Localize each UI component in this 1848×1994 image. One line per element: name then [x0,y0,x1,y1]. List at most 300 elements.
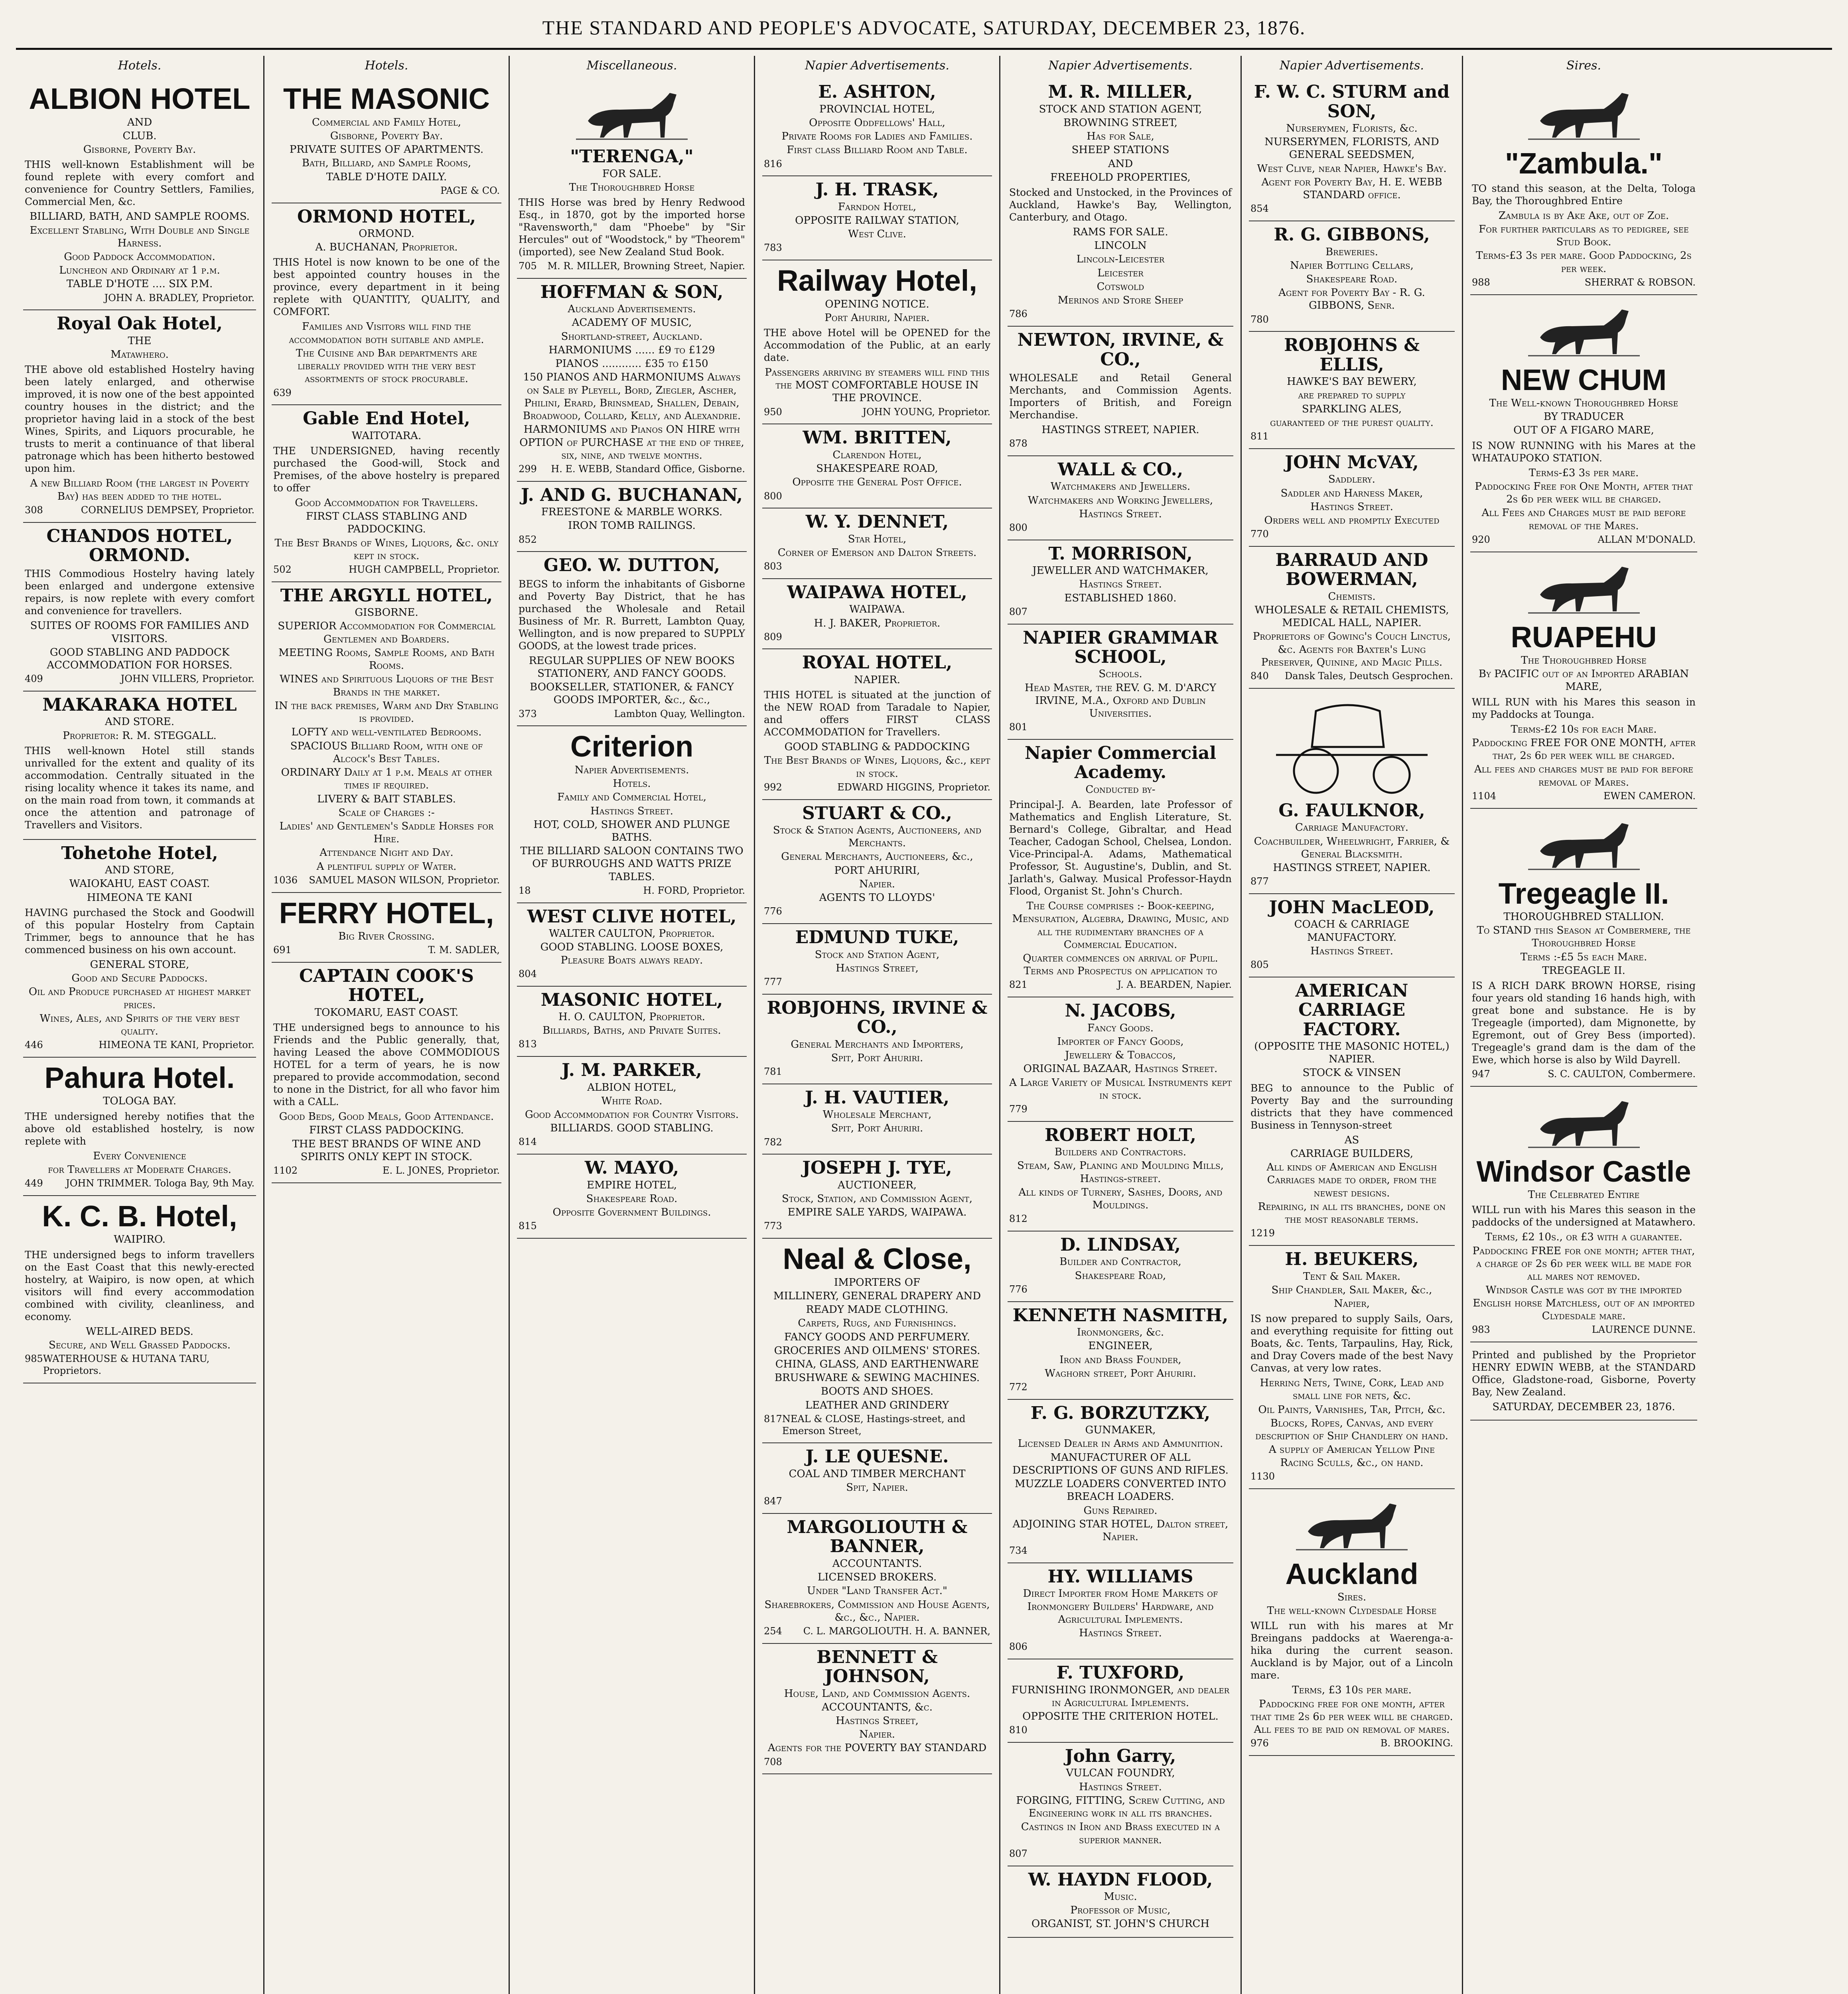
ad-footer [519,1136,745,1148]
advertisement [517,726,747,903]
ad-number: 373 [519,708,537,719]
ad-line: Wines, Ales, and Spirits of the very best quality. [39,1012,240,1038]
ad-title: F. W. C. STURM and SON, [1254,82,1450,122]
ad-line: A supply of American Yellow Pine Racing Sculls, &c., on hand. [1268,1444,1435,1469]
ad-footer [1250,1228,1453,1239]
ad-body: WILL run with his mares at Mr Breingans paddocks at Waerenga-a-hika during the current season. Auckland is by Major, out of a Lincoln mare. [1250,1620,1453,1681]
ad-line: THE BEST BRANDS OF WINE AND SPIRITS ONLY KEPT IN STOCK. [292,1138,481,1163]
ad-number: 781 [764,1066,782,1077]
ad-line: ORDINARY Daily at 1 p.m. Meals at other times if required. [281,766,492,792]
ad-line: Leicester [1097,267,1144,279]
ad-subtitle: WAIOKAHU, EAST COAST. [69,878,210,890]
ad-subtitle: Breweries. [1325,246,1378,258]
advertisement [1008,997,1233,1122]
ad-subtitle: HAWKE'S BAY BEWERY, [1287,376,1417,388]
ad-body: Principal-J. A. Bearden, late Professor of Mathematics and English Literature, St. Bernard's College, Gibraltar, and Head Teacher, Cadogan School, Chelsea, London. Vice-Principal-A. Adams, Mathematical Professor, St. Augustine's, Dublin, and St. Jarlath's, Galway. Musical Professor-Haydn Flood, Organist St. John's Church. [1009,799,1232,897]
ad-line: Excellent Stabling, With Double and Single Harness. [30,224,250,249]
advertisement [1008,1743,1233,1866]
ad-line: GENERAL STORE, [90,958,189,971]
ad-line: The Best Brands of Wines, Liquors, &c. only kept in stock. [274,537,499,562]
ad-number: 254 [764,1625,782,1637]
ad-subtitle: AND STORE. [105,716,174,728]
ad-number: 782 [764,1136,782,1148]
ad-signature: S. C. CAULTON, Combermere. [1548,1068,1696,1080]
advertisement [1249,547,1455,689]
ad-footer [25,504,254,516]
advertisement [23,1196,256,1383]
ad-subtitle: IRON TOMB RAILINGS. [568,520,696,532]
ad-subtitle: Hastings Street. [1310,945,1393,957]
advertisement [762,649,992,800]
ad-signature: PAGE & CO. [440,185,500,196]
ad-subtitle: House, Land, and Commission Agents. [784,1687,970,1700]
ad-number: 449 [25,1178,43,1189]
advertisement [517,482,747,552]
advertisement [1249,689,1455,894]
advertisement [1008,1302,1233,1400]
ad-footer [764,1496,990,1507]
ad-footer [273,387,500,399]
ad-line: WELL-AIRED BEDS. [86,1325,193,1338]
ad-number: 446 [25,1039,43,1051]
ad-title: NEWTON, IRVINE, & CO., [1017,330,1224,370]
ad-subtitle: WHOLESALE & RETAIL CHEMISTS, MEDICAL HALL, NAPIER. [1254,604,1449,629]
ad-footer [1009,308,1232,320]
ad-line: GROCERIES AND OILMENS' STORES. [774,1344,980,1357]
ad-subtitle: Fancy Goods. [1087,1022,1154,1034]
ad-subtitle: Hastings Street. [1079,578,1162,591]
ad-subtitle: FORGING, FITTING, Screw Cutting, and Engineering work in all its branches. [1016,1794,1225,1820]
ad-signature: E. L. JONES, Proprietor. [383,1164,500,1176]
ad-title: MAKARAKA HOTEL [42,694,237,715]
ad-subtitle: MUZZLE LOADERS CONVERTED INTO BREACH LOADERS. [1015,1478,1226,1503]
ad-footer [1250,528,1453,540]
ad-line: FIRST CLASS STABLING AND PADDOCKING. [306,510,467,536]
ad-title: THE MASONIC [283,82,490,116]
ad-subtitle: ORGANIST, ST. JOHN'S CHURCH [1031,1918,1210,1930]
ad-subtitle: Jewellery & Tobaccos, [1065,1049,1176,1062]
ad-body: Stocked and Unstocked, in the Provinces of Auckland, Hawke's Bay, Wellington, Canterbury, and Otago. [1009,186,1232,223]
ad-footer [273,185,500,197]
ad-signature: SHERRAT & ROBSON. [1584,276,1696,288]
ad-subtitle: Gisborne, Poverty Bay. [330,130,443,142]
ad-subtitle: AND [1108,158,1133,170]
ad-number: 807 [1009,1848,1028,1859]
ad-line: MEETING Rooms, Sample Rooms, and Bath Rooms. [278,646,495,672]
ad-footer [519,1038,745,1050]
ad-subtitle: LICENSED BROKERS. [817,1571,937,1584]
horse-engraving [1524,301,1644,361]
ad-line: All Fees and Charges must be paid before removal of the Mares. [1481,507,1686,532]
ad-subtitle: Music. [1104,1890,1137,1903]
ad-body: THIS Horse was bred by Henry Redwood Esq., in 1870, got by the imported horse "Ravensworth," dam "Phoebe" by "Sir Hercules" out of "Woodstock," by "Theorem" (imported), see New Zealand Stud Book. [519,197,745,258]
ad-subtitle: HASTINGS STREET, NAPIER. [1273,862,1431,874]
ad-footer [764,1066,990,1078]
newspaper-column [1462,56,1704,1994]
ad-title: ORMOND HOTEL, [297,206,476,227]
ad-footer [1009,1848,1232,1860]
ad-title: "Zambula." [1505,147,1663,180]
ad-subtitle: WAIPIRO. [114,1233,166,1246]
ad-subtitle: Builders and Contractors. [1054,1146,1187,1159]
ad-line: HASTINGS STREET, NAPIER. [1041,424,1199,436]
ad-number: 801 [1009,721,1028,733]
ad-title: ROBJOHNS, IRVINE & CO., [767,997,988,1038]
ad-line: LOFTY and well-ventilated Bedrooms. [291,726,482,739]
ad-title: WAIPAWA HOTEL, [787,582,967,603]
advertisement [762,260,992,424]
ad-line: Oil and Produce purchased at highest market prices. [28,986,251,1011]
ad-number: 502 [273,564,292,575]
ad-subtitle: Ship Chandler, Sail Maker, &c., [1271,1284,1432,1296]
ad-number: 803 [764,561,782,572]
ad-subtitle: MANUFACTURER OF ALL DESCRIPTIONS OF GUNS AND RIFLES. [1012,1451,1229,1476]
newspaper-column [509,56,754,1994]
ad-subtitle: Carriage Manufactory. [1295,822,1409,834]
advertisement [1008,740,1233,997]
ad-subtitle: ORMOND. [359,227,414,240]
ad-body: THE undersigned begs to announce to his Friends and the Public generally, that, having Leased the above COMMODIOUS HOTEL for a term of years, he is now prepared to provide accommodation, second to none in the District, for all who favor him with a CALL. [273,1022,500,1108]
ad-subtitle: SHEEP STATIONS [1071,144,1170,156]
ad-subtitle: Port Ahuriri, Napier. [824,311,930,324]
ad-subtitle: Stock & Station Agents, Auctioneers, and Merchants. [773,824,982,849]
ad-footer [519,708,745,720]
ad-subtitle: MILLINERY, GENERAL DRAPERY AND [773,1290,981,1302]
ad-number: 815 [519,1220,537,1232]
ad-title: WEST CLIVE HOTEL, [527,906,737,927]
ad-subtitle: Gisborne, Poverty Bay. [83,144,196,156]
ad-line: A plentiful supply of Water. [316,860,457,873]
ad-number: 1102 [273,1164,298,1176]
ad-footer [519,968,745,980]
ad-subtitle: White Road. [601,1095,663,1107]
ad-footer [764,158,990,170]
ad-body: BEG to announce to the Public of Poverty Bay and the surrounding districts that they have commenced Business in Tennyson-street [1250,1082,1453,1131]
ad-line: Families and Visitors will find the accommodation both suitable and ample. [289,321,484,346]
ad-subtitle: Nurserymen, Florists, &c. [1286,122,1418,134]
newspaper-column [16,56,263,1994]
ad-line: FANCY GOODS AND PERFUMERY. [784,1331,970,1343]
ad-subtitle: Stock and Station Agent, [815,948,940,961]
ad-title: F. G. BORZUTZKY, [1030,1403,1211,1423]
ad-title: Railway Hotel, [777,264,977,298]
ad-body: THE above old established Hostelry having been lately enlarged, and otherwise improved, it is now one of the best appointed country houses in the district; and the proprietor having laid in a stock of the best Wines, Spirits, and Liquors procurable, he trusts to merit a continuance of that liberal patronage which has been hitherto bestowed upon him. [25,364,254,475]
advertisement [23,840,256,1058]
ad-footer [764,1756,990,1768]
ad-title: AMERICAN CARRIAGE FACTORY. [1295,980,1408,1040]
ad-subtitle: WAIPAWA. [849,603,905,616]
ad-title: ROBJOHNS & ELLIS, [1284,335,1420,375]
advertisement [1008,1400,1233,1563]
ad-footer [25,673,254,685]
ad-line: Luncheon and Ordinary at 1 p.m. [59,264,220,277]
ad-subtitle: Clarendon Hotel, [832,449,922,461]
ad-line: Herring Nets, Twine, Cork, Lead and small line for nets, &c. [1260,1377,1444,1402]
ad-footer [1009,1641,1232,1653]
ad-footer [519,1220,745,1232]
ad-subtitle: Stock, Station, and Commission Agent, [782,1192,972,1205]
advertisement [1249,1489,1455,1756]
ad-title: W. Y. DENNET, [805,512,949,532]
ad-signature: CORNELIUS DEMPSEY, Proprietor. [81,504,254,516]
advertisement [1249,332,1455,449]
ad-line: Terms-£3 3s per mare. [1528,467,1639,479]
ad-title: MARGOLIOUTH & BANNER, [787,1517,968,1557]
ad-title: ROYAL HOTEL, [802,652,953,673]
ad-footer [25,292,254,304]
ad-footer [273,875,500,887]
ad-footer [519,534,745,546]
ad-subtitle: OUT OF A FIGARO MARE, [1513,424,1654,437]
ad-subtitle: Steam, Saw, Planing and Moulding Mills, Hastings-street. [1017,1160,1224,1185]
ad-title: HOFFMAN & SON, [540,282,724,302]
ad-signature: B. BROOKING. [1380,1738,1453,1749]
ad-line: LINCOLN [1094,240,1147,252]
ad-title: J. AND G. BUCHANAN, [521,485,743,505]
ad-subtitle: Saddlery. [1328,473,1375,486]
ad-signature: HIMEONA TE KANI, Proprietor. [99,1039,254,1051]
ad-number: 852 [519,534,537,545]
advertisement [517,1155,747,1239]
ad-line: Family and Commercial Hotel, [557,791,707,804]
ad-subtitle: Corner of Emerson and Dalton Streets. [777,546,977,559]
ad-line: RAMS FOR SALE. [1073,226,1168,238]
ad-subtitle: FURNISHING IRONMONGER, and dealer in Agricultural Implements. [1011,1684,1230,1709]
section-heading: Hotels. [118,59,162,73]
ad-title: NAPIER GRAMMAR SCHOOL, [1023,627,1218,667]
ad-subtitle: Orders well and promptly Executed [1264,514,1440,526]
advertisement [762,508,992,579]
section-heading: Napier Advertisements. [805,59,949,73]
ad-title: RUAPEHU [1511,620,1657,654]
ad-line: Ladies' and Gentlemen's Saddle Horses for Hire. [279,820,494,845]
ad-subtitle: NURSERYMEN, FLORISTS, AND GENERAL SEEDSMEN, [1264,136,1439,161]
ad-footer [273,564,500,576]
ad-footer [764,631,990,643]
ad-number: 988 [1472,276,1490,288]
ad-signature: JOHN YOUNG, Proprietor. [862,406,990,418]
ad-subtitle: WALTER CAULTON, Proprietor. [549,928,715,940]
ad-footer [1250,314,1453,326]
ad-line: Passengers arriving by steamers will find this the MOST COMFORTABLE HOUSE IN THE PROVINCE. [765,366,990,404]
ad-subtitle: COACH & CARRIAGE MANUFACTORY. [1294,918,1410,944]
ad-subtitle: are prepared to supply [1298,389,1406,402]
ad-number: 1130 [1250,1470,1275,1482]
advertisement [1470,809,1697,1087]
advertisement [1470,1087,1697,1342]
ad-subtitle: ADJOINING STAR HOTEL, Dalton street, Napier. [1012,1518,1229,1543]
ad-footer [519,463,745,475]
ad-subtitle: THE [128,335,152,347]
advertisement [1008,1659,1233,1743]
ad-subtitle: ESTABLISHED 1860. [1064,592,1177,604]
ad-subtitle: Opposite Oddfellows' Hall, [809,116,945,129]
ad-title: N. JACOBS, [1065,1001,1176,1021]
ad-number: 780 [1250,313,1269,325]
ad-subtitle: TOKOMARU, EAST COAST. [314,1006,459,1019]
ad-line: HARMONIUMS ...... £9 to £129 [548,344,715,356]
ad-subtitle: FREESTONE & MARBLE WORKS. [541,506,723,518]
ad-footer [1009,721,1232,733]
ad-line: A new Billiard Room (the largest in Poverty Bay) has been added to the hotel. [30,477,249,502]
advertisement [272,203,501,406]
ad-line: Every Convenience [93,1150,186,1162]
ad-subtitle: WAITOTARA. [351,430,422,442]
ad-number: 779 [1009,1103,1028,1115]
section-heading: Miscellaneous. [586,59,677,73]
advertisement [762,1644,992,1775]
ad-title: W. MAYO, [584,1158,679,1178]
advertisement [23,523,256,692]
ad-subtitle: Star Hotel, [848,533,907,545]
advertisement [1470,552,1697,809]
ad-line: for Travellers at Moderate Charges. [48,1163,231,1176]
ad-signature: C. L. MARGOLIOUTH. H. A. BANNER, [803,1625,990,1637]
ad-body: WILL run with his Mares this season in the paddocks of the undersigned at Matawhero. [1472,1204,1696,1228]
ad-subtitle: ENGINEER, [1088,1340,1153,1352]
ad-subtitle: The well-known Clydesdale Horse [1267,1605,1437,1617]
advertisement [762,1084,992,1155]
ad-footer [764,782,990,794]
ad-line: Secure, and Well Grassed Paddocks. [48,1339,231,1351]
ad-signature: M. R. MILLER, Browning Street, Napier. [547,260,745,272]
ad-subtitle: Watchmakers and Working Jewellers, [1028,494,1213,506]
ad-number: 773 [764,1220,782,1232]
ad-signature: LAURENCE DUNNE. [1592,1324,1696,1336]
ad-subtitle: ACCOUNTANTS. [832,1557,922,1570]
ad-subtitle: READY MADE CLOTHING. [806,1304,949,1316]
ad-footer [764,491,990,502]
ad-subtitle: Napier. [859,1728,895,1741]
ad-footer [764,1220,990,1232]
ad-subtitle: H. O. CAULTON, Proprietor. [558,1011,705,1023]
ad-subtitle: STOCK AND STATION AGENT, [1039,103,1202,115]
ad-subtitle: Commercial and Family Hotel, [312,116,462,128]
ad-body: IS A RICH DARK BROWN HORSE, rising four years old standing 16 hands high, with great bone and substance. He is by Tregeagle (imported), dam Mignonette, by Egremont, out of Grey Bess (imported). Tregeagle's grand dam is the dam of the Ewe, which horse is also by Wild Dayrell. [1472,980,1696,1066]
ad-signature: JOHN VILLERS, Proprietor. [120,673,254,685]
ad-line: Good Beds, Good Meals, Good Attendance. [279,1111,494,1123]
ad-subtitle: Schools. [1099,668,1142,680]
ad-line: All kinds of American and English Carriages made to order, from the newest designs. [1266,1161,1437,1199]
ad-subtitle: Guns Repaired. [1083,1504,1158,1517]
advertisement [762,1514,992,1644]
ad-number: 18 [519,885,531,896]
advertisement [1470,295,1697,552]
ad-signature: H. FORD, Proprietor. [643,885,745,896]
ad-signature: Dansk Tales, Deutsch Gesprochen. [1285,670,1453,682]
ad-line: SATURDAY, DECEMBER 23, 1876. [1492,1401,1675,1413]
ad-body: WILL RUN with his Mares this season in my Paddocks at Tounga. [1472,696,1696,720]
ad-subtitle: West Clive, near Napier, Hawke's Bay. [1257,162,1447,175]
ad-line: FIRST CLASS PADDOCKING. [309,1124,464,1137]
carriage-engraving [1268,695,1436,799]
ad-number: 800 [1009,522,1028,533]
ad-subtitle: Spit, Napier. [846,1482,908,1494]
ad-footer [1009,1724,1232,1736]
ad-footer [764,1137,990,1149]
ad-subtitle: TREGEAGLE II. [1542,964,1625,977]
ad-line: LEATHER AND GRINDERY [805,1399,949,1411]
ad-line: Blocks, Ropes, Canvas, and every description of Ship Chandlery on hand. [1255,1417,1448,1442]
ad-number: 770 [1250,528,1269,540]
ad-footer [1250,959,1453,971]
ad-line: Terms-£2 10s for each Mare. [1511,723,1657,735]
advertisement [517,279,747,482]
ad-signature: Lambton Quay, Wellington. [614,708,745,719]
ad-subtitle: Good Accommodation for Country Visitors. [525,1109,739,1121]
ad-subtitle: FREEHOLD PROPERTIES, [1050,171,1191,183]
ad-footer [1009,606,1232,618]
ad-subtitle: Coachbuilder, Wheelwright, Farrier, & General Blacksmith. [1254,835,1450,860]
ad-subtitle: Private Rooms for Ladies and Families. [781,130,973,143]
ad-line: CHINA, GLASS, AND EARTHENWARE [775,1358,979,1370]
ad-body: HAVING purchased the Stock and Goodwill of this popular Hostelry from Captain Trimmer, begs to announce that he has commenced business on his own account. [25,906,254,956]
ad-title: MASONIC HOTEL, [540,989,723,1010]
advertisement [517,987,747,1057]
ad-title: ALBION HOTEL [29,82,250,116]
ad-footer [1250,203,1453,215]
ad-subtitle: Agent for Poverty Bay, H. E. WEBB STANDARD office. [1261,176,1442,201]
ad-line: AS [1344,1134,1359,1146]
newspaper-column [263,56,509,1994]
ad-number: 950 [764,406,782,418]
ad-subtitle: Professor of Music, [1070,1904,1171,1917]
ad-number: 299 [519,463,537,475]
ad-subtitle: THOROUGHBRED STALLION. [1503,910,1664,923]
advertisement [1008,1231,1233,1302]
ad-subtitle: The Thoroughbred Horse [569,181,695,193]
ad-line: Good Accommodation for Travellers. [295,497,478,509]
ad-footer [1009,979,1232,991]
ad-title: BENNETT & JOHNSON, [817,1647,938,1687]
advertisement [1249,894,1455,977]
ad-footer [1250,876,1453,888]
ad-line: BOOKSELLER, STATIONER, & FANCY GOODS IMPORTER, &c., &c., [530,681,734,706]
ad-subtitle: Auckland Advertisements. [568,303,696,315]
advertisement [762,579,992,650]
ad-signature: H. E. WEBB, Standard Office, Gisborne. [551,463,745,475]
ad-footer [1250,1738,1453,1750]
ad-subtitle: GUNMAKER, [1085,1424,1156,1436]
ad-title: R. G. GIBBONS, [1274,225,1430,245]
ad-subtitle: GISBORNE. [355,607,418,619]
ad-line: 150 PIANOS AND HARMONIUMS Always on Sale by Pleyell, Bord, Ziegler, Ascher, Philini, Erard, Brinsmead, Shallen, Debain, Broadwood, Collard, Kelly, and Alexandrie. [523,371,741,422]
ad-line: Zambula is by Ake Ake, out of Zoe. [1498,209,1669,222]
ad-subtitle: Sires. [1337,1591,1367,1603]
ad-footer [1250,1471,1453,1483]
ad-title: WALL & CO., [1057,459,1183,480]
ad-subtitle: (OPPOSITE THE MASONIC HOTEL,) NAPIER. [1254,1040,1450,1066]
ad-subtitle: Napier Advertisements. [574,764,689,776]
advertisement [517,903,747,987]
ad-subtitle: Castings in Iron and Brass executed in a superior manner. [1021,1821,1220,1846]
ad-subtitle: Watchmakers and Jewellers. [1050,481,1191,493]
ad-body: THIS well-known Establishment will be found replete with every comfort and convenience for Country Settlers, Families, Commercial Men, &c. [25,159,254,208]
advertisement [23,1058,256,1196]
ad-title: STUART & CO., [802,803,952,824]
ad-subtitle: Importer of Fancy Goods, [1057,1035,1184,1048]
advertisement [762,1443,992,1514]
ad-subtitle: TABLE D'HOTE DAILY. [326,171,447,183]
advertisement [1470,79,1697,295]
ad-title: F. TUXFORD, [1056,1663,1185,1683]
ad-subtitle: GOOD STABLING. LOOSE BOXES, Pleasure Boats always ready. [540,941,724,966]
advertisement [1470,1342,1697,1421]
ad-number: 813 [519,1038,537,1050]
ad-subtitle: IMPORTERS OF [834,1276,921,1289]
masthead: THE STANDARD AND PEOPLE'S ADVOCATE, SATURDAY, DECEMBER 23, 1876. [542,16,1306,39]
ad-subtitle: Conducted by- [1085,783,1156,796]
